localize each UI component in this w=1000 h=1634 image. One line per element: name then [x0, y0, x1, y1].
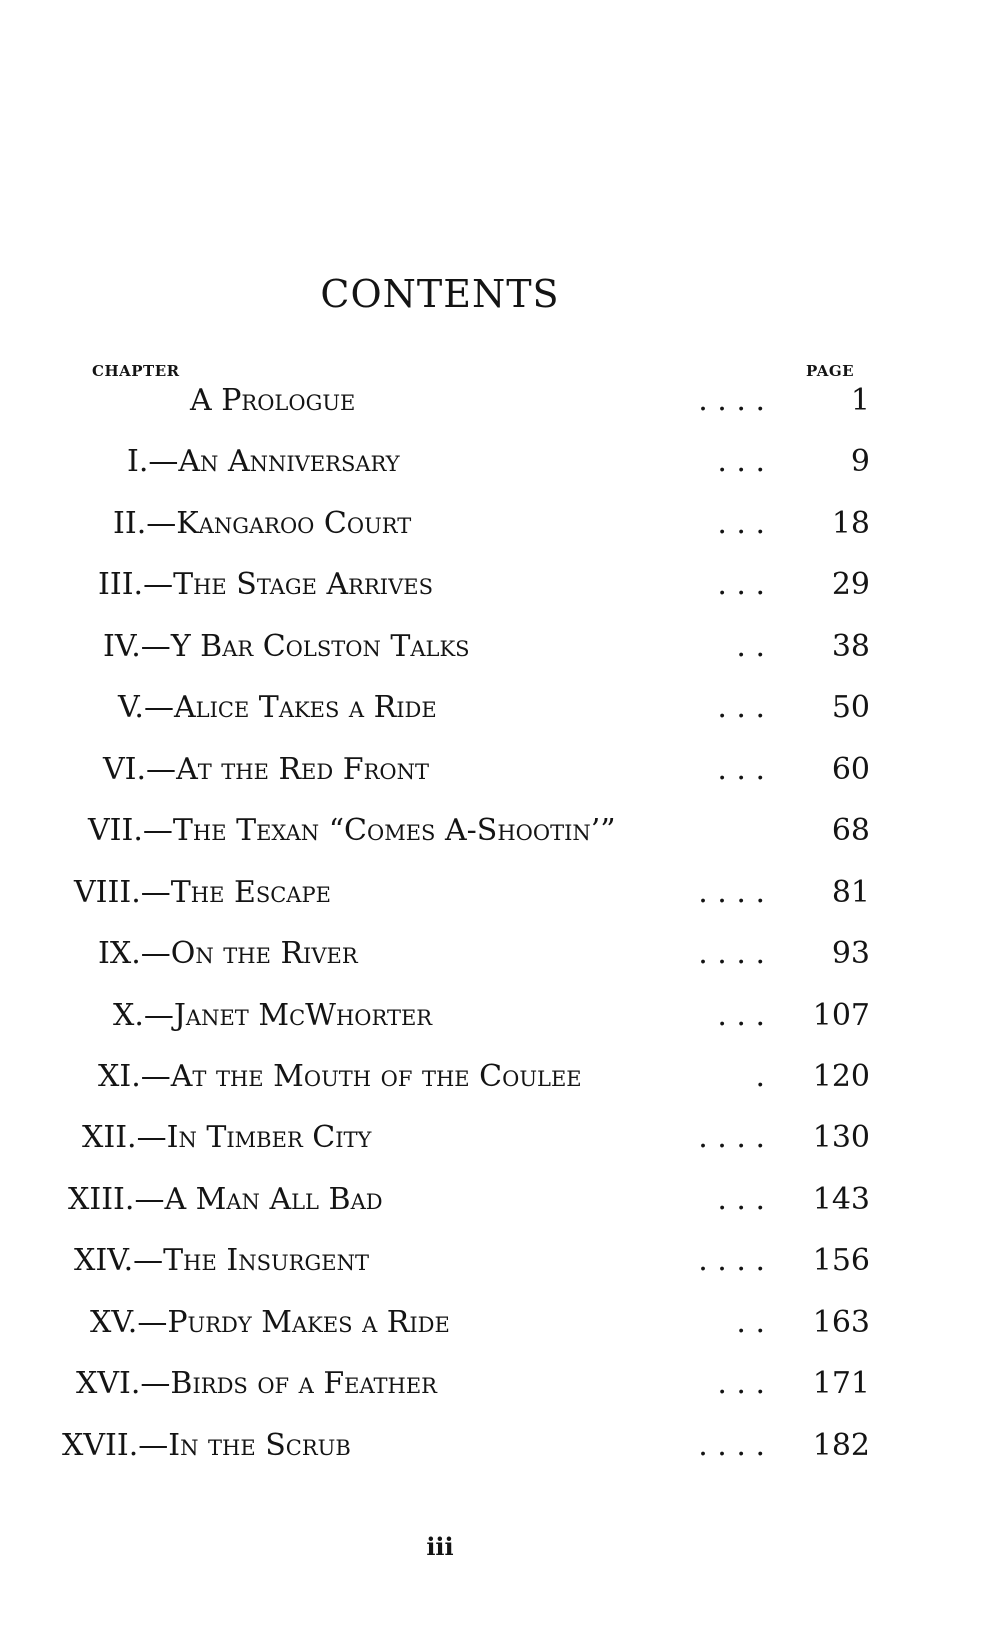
toc-row	[0, 1305, 900, 1355]
chapter-title: A Prologue	[190, 383, 356, 418]
toc-entry	[62, 1428, 351, 1463]
toc-entry	[98, 1059, 582, 1094]
contents-title: CONTENTS	[320, 272, 560, 316]
toc-entry	[103, 752, 429, 787]
chapter-title: Y Bar Colston Talks	[170, 628, 470, 664]
dot-leader: . . .	[717, 997, 765, 1033]
toc-row	[0, 936, 900, 986]
page-number: 18	[831, 505, 870, 541]
dot-leader: . . .	[717, 1181, 765, 1217]
chapter-title: The Insurgent	[163, 1243, 369, 1279]
page-number: 29	[831, 567, 870, 603]
toc-entry	[113, 998, 432, 1033]
dot-leader: . .	[736, 628, 765, 664]
page-header: PAGE	[806, 362, 855, 380]
dot-leader: . . . .	[698, 936, 765, 972]
dot-leader: . . . .	[698, 1427, 765, 1463]
page-number: 163	[812, 1304, 870, 1340]
page-number: 93	[831, 936, 870, 972]
chapter-title: Janet McWhorter	[173, 997, 433, 1033]
toc-row	[0, 1059, 900, 1109]
toc-row	[0, 690, 900, 740]
page-number: 156	[812, 1243, 870, 1279]
chapter-number: V.—	[118, 690, 174, 726]
page-number: 171	[812, 1366, 870, 1402]
chapter-title: In the Scrub	[168, 1427, 351, 1463]
dot-leader: . . . .	[698, 383, 765, 418]
chapter-title: The Escape	[170, 874, 331, 910]
page-number: 50	[831, 690, 870, 726]
page-number-footer: iii	[426, 1532, 454, 1561]
page-number: 38	[831, 628, 870, 664]
chapter-title: Kangaroo Court	[176, 505, 412, 541]
chapter-title: At the Mouth of the Coulee	[170, 1058, 582, 1094]
dot-leader: . . .	[717, 751, 765, 787]
chapter-number: VI.—	[103, 751, 177, 787]
toc-entry	[118, 690, 437, 725]
dot-leader: . . .	[717, 567, 765, 603]
page-number: 182	[812, 1427, 870, 1463]
toc-entry	[74, 875, 331, 910]
toc-row	[0, 1366, 900, 1416]
dot-leader: . .	[736, 1304, 765, 1340]
chapter-title: At the Red Front	[176, 751, 429, 787]
dot-leader: . . .	[717, 505, 765, 541]
chapter-title: The Stage Arrives	[173, 567, 433, 603]
page-number: 60	[831, 751, 870, 787]
chapter-number: II.—	[113, 505, 177, 541]
chapter-number: XIV.—	[74, 1243, 164, 1279]
chapter-number: III.—	[98, 567, 174, 603]
toc-row	[0, 1243, 900, 1293]
page-number: 81	[831, 874, 870, 910]
chapter-header: CHAPTER	[92, 362, 180, 380]
dot-leader: . . .	[717, 444, 765, 480]
chapter-number: XV.—	[90, 1304, 168, 1340]
toc-row	[0, 1182, 900, 1232]
page-number: 9	[850, 444, 870, 480]
toc-entry	[68, 1182, 383, 1217]
toc-entry	[127, 444, 400, 479]
chapter-title: Birds of a Feather	[170, 1366, 437, 1402]
chapter-number: I.—	[127, 444, 179, 480]
chapter-title: A Man All Bad	[164, 1181, 383, 1217]
toc-row	[0, 1428, 900, 1478]
chapter-title: An Anniversary	[178, 444, 400, 480]
chapter-number: XVII.—	[62, 1427, 169, 1463]
toc-row	[0, 875, 900, 925]
chapter-number: X.—	[113, 997, 174, 1033]
toc-entry	[113, 506, 411, 541]
chapter-title: The Texan “Comes A-Shootin’”	[172, 813, 616, 849]
chapter-number: XIII.—	[68, 1181, 165, 1217]
dot-leader: . . . .	[698, 874, 765, 910]
chapter-title: On the River	[170, 936, 358, 972]
toc-row	[0, 752, 900, 802]
toc-row	[0, 383, 900, 433]
toc-entry	[88, 813, 616, 848]
toc-entry	[82, 1120, 371, 1155]
toc-entry	[90, 1305, 450, 1340]
chapter-number: XVI.—	[76, 1366, 171, 1402]
dot-leader: . . . .	[698, 1120, 765, 1156]
dot-leader: . . .	[717, 1366, 765, 1402]
page-number: 68	[831, 813, 870, 849]
chapter-number: XI.—	[98, 1058, 171, 1094]
page-number: 143	[812, 1181, 870, 1217]
page-number: 107	[812, 997, 870, 1033]
chapter-title: Alice Takes a Ride	[173, 690, 437, 726]
toc-entry	[98, 567, 433, 602]
toc-row	[0, 1120, 900, 1170]
toc-entry	[74, 1243, 369, 1278]
chapter-number: VII.—	[88, 813, 173, 849]
toc-row	[0, 506, 900, 556]
dot-leader: .	[755, 1058, 765, 1094]
dot-leader: . . . .	[698, 1243, 765, 1279]
toc-row	[0, 444, 900, 494]
chapter-number: IV.—	[103, 628, 171, 664]
page-number: 1	[850, 383, 870, 418]
chapter-number: IX.—	[98, 936, 171, 972]
chapter-title: In Timber City	[166, 1120, 372, 1156]
chapter-title: Purdy Makes a Ride	[167, 1304, 450, 1340]
toc-row	[0, 567, 900, 617]
page-number: 130	[812, 1120, 870, 1156]
toc-entry	[103, 629, 470, 664]
toc-entry	[98, 936, 358, 971]
dot-leader: . . .	[717, 690, 765, 726]
page-number: 120	[812, 1058, 870, 1094]
toc-row	[0, 998, 900, 1048]
toc-entry	[76, 1366, 437, 1401]
toc-row	[0, 629, 900, 679]
chapter-number: XII.—	[82, 1120, 167, 1156]
chapter-number: VIII.—	[74, 874, 171, 910]
toc-entry	[190, 383, 355, 418]
toc-row	[0, 813, 900, 863]
